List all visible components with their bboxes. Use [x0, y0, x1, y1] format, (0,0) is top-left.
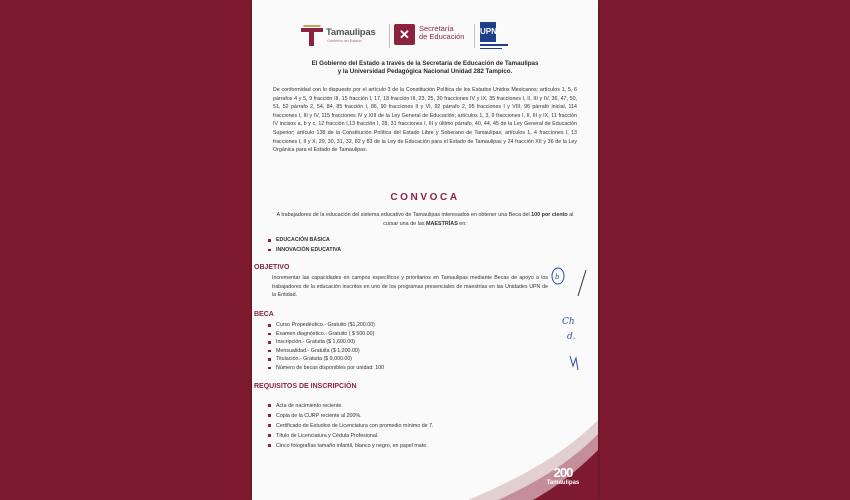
- requisito-item: Título de Licenciatura y Cédula Profesional.: [266, 431, 434, 441]
- upn-logo-line: [480, 48, 502, 49]
- objetivo-text: Incrementar las capacidades en campos específicos y prioritarios en Tamaulipas mediante Becas de apoyo a los trabajadores de la educación inscritos en uno de los programas presenciales de maestrías en las Unidades UPN de la Entidad.: [272, 275, 548, 299]
- upn-logo-line: [480, 44, 508, 46]
- convoca-text-part: en:: [457, 220, 467, 227]
- footer-decoration: [448, 420, 598, 500]
- legal-basis-paragraph: De conformidad con lo dispuesto por el artículo 3 de la Constitución Política de los Estados Unidos Mexicanos; artículos 1, 5, 6 párrafos 4 y 5, 9 fracción III, 15 fracción I, 17, 18 fracción III, 23, 25, 30 fracciones IV y IX, 35 fracciones I, II, III y IV, 36, 47, 50, 51, 52 párrafo 2, 54, 84, 85 fracción I, 86, 90 fracciones II y VI, 92 párrafo 2, 95 fracciones I y VIII, 96 párrafo inicial, 114 fracciones I, III y IV, 115 fracciones IV y XIII de la Ley General de Educación; artículos 1, 3, 9 fracciones I, II, III y IX, 11 fracción IV incisos a, b y c, 12 fracción I,13 fracción I, 28, 31 fracciones I, III y último párrafo, 40, 44, 45 de la Ley General de Educación Superior; artículo 138 de la Constitución Política del Estado Libre y Soberano de Tamaulipas; artículos 1, 4 fracciones I, 13 fracciones I, II y X, 29, 30, 31, 32, 82 y 83 de la Ley de Educación para el Estado de Tamaulipas y 24 fracción XII y 36 de la Ley Orgánica para el Estado de Tamaulipas.: [273, 87, 577, 154]
- convoca-text-bold: MAESTRÍAS: [426, 220, 458, 227]
- footer-200-number: 200: [553, 465, 573, 480]
- beca-heading: BECA: [254, 311, 274, 318]
- tamaulipas-logo: [300, 23, 386, 51]
- svg-text:Ch: Ch: [562, 317, 575, 327]
- header-divider: [474, 24, 475, 48]
- svg-text:b: b: [555, 273, 560, 281]
- beca-item: Examen diagnóstico.- Gratuito ( $ 500.00): [266, 330, 384, 339]
- convoca-text-part: al cursar una de las: [383, 212, 574, 227]
- convoca-heading: CONVOCA: [390, 192, 460, 203]
- upn-logo: [480, 22, 510, 52]
- document-title: [272, 60, 578, 76]
- sep-logo-line2: de Educación: [419, 32, 465, 41]
- beca-item: Inscripción.- Gratuita ($ 1,600.00): [266, 338, 384, 347]
- footer-logo-name: Tamaulipas: [546, 480, 580, 486]
- maestria-item: EDUCACIÓN BÁSICA: [266, 236, 341, 246]
- requisito-item: Certificado de Estudios de Licenciatura con promedio mínimo de 7.: [266, 421, 434, 431]
- requisito-item: Copia de la CURP reciente al 200%.: [266, 411, 434, 421]
- beca-item: Titulación.- Gratuita ($ 9,000.00): [266, 355, 384, 364]
- document-page: [252, 0, 598, 500]
- sep-logo-icon: ✕: [394, 24, 415, 45]
- handwritten-annotations: [548, 266, 592, 376]
- requisitos-list: [266, 401, 434, 451]
- beca-item: Número de becas disponibles por unidad: 100: [266, 364, 384, 373]
- beca-item: Curso Propedéutico.- Gratuito ($1,200.00): [266, 321, 384, 330]
- tamaulipas-logo-text: Tamaulipas: [326, 27, 376, 38]
- convoca-text-part: A trabajadores de la educación del sistema educativo de Tamaulipas interesados en obtener una Beca del: [276, 212, 532, 218]
- header-divider: [389, 24, 390, 48]
- tamaulipas-mark-icon: [300, 25, 324, 47]
- requisitos-heading: REQUISITOS DE INSCRIPCIÓN: [254, 383, 357, 390]
- requisito-item: Acta de nacimiento reciente.: [266, 401, 434, 411]
- tamaulipas-logo-subtext: Gobierno del Estado: [327, 39, 362, 43]
- footer-200-logo: [538, 465, 588, 486]
- sep-logo-text: [419, 25, 464, 41]
- convoca-paragraph: [272, 211, 578, 228]
- beca-list: [266, 321, 384, 372]
- requisito-item: Cinco fotografías tamaño infantil, blanco y negro, en papel mate.: [266, 441, 434, 451]
- objetivo-heading: OBJETIVO: [254, 264, 290, 271]
- upn-logo-badge: UPN: [480, 22, 496, 42]
- svg-text:d.: d.: [567, 332, 576, 342]
- sep-logo-line1: Secretaría: [419, 24, 454, 33]
- maestria-item: INNOVACIÓN EDUCATIVA: [266, 246, 341, 256]
- maestrias-list: [266, 236, 341, 255]
- header-logos: [252, 20, 598, 54]
- title-line2: y la Universidad Pedagógica Nacional Unidad 282 Tampico.: [337, 68, 513, 75]
- sep-logo: [394, 23, 482, 51]
- convoca-text-bold: 100 por ciento: [531, 212, 568, 218]
- title-line1: El Gobierno del Estado a través de la Secretaría de Educación de Tamaulipas: [311, 60, 539, 67]
- beca-item: Mensualidad.- Gratuita ($ 1,200.00): [266, 347, 384, 356]
